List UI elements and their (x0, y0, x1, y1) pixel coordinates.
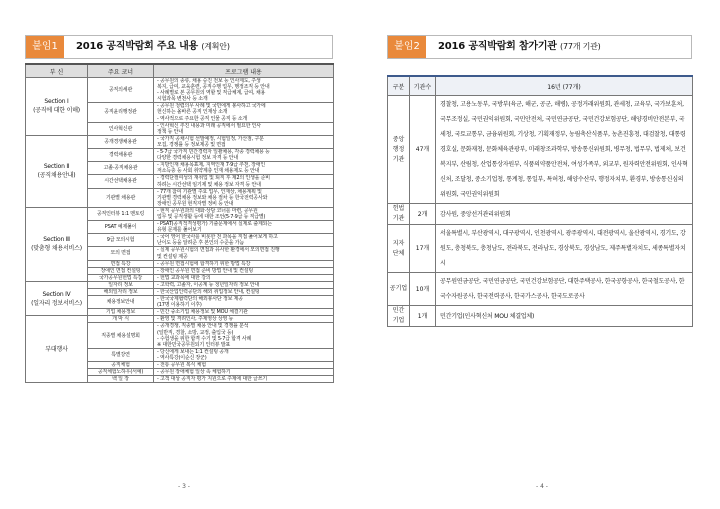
program-content (154, 221, 334, 234)
section-label (26, 316, 88, 383)
agency-count: 10개 (410, 273, 436, 306)
agency-list: 민간기업(인사혁신처 MOU 체결업체) (436, 306, 693, 327)
corner-name (88, 207, 154, 220)
agency-category-line: 기관 (392, 215, 405, 222)
program-line: 업무 및 공직생활 등에 대한 조언(5·7·9급 등 직급별) (157, 213, 266, 220)
corner-name-line: 장애인 면접 컨설팅 (100, 267, 141, 274)
program-line: (일반직, 경찰, 소방, 교정, 출입국 등) (157, 329, 234, 336)
section-label-line: (일자리 정보서비스) (31, 299, 82, 307)
corner-name-line: 공직체험 (111, 362, 130, 369)
section-label-line: Section Ⅲ (43, 236, 70, 244)
program-content (154, 247, 334, 260)
header-corner: 주요 코너 (88, 64, 154, 78)
corner-name-line: 공직체험노하우(서예) (97, 369, 144, 376)
program-content (154, 323, 334, 348)
left-title-main: 2016 공직박람회 주요 내용 (76, 41, 199, 52)
corner-name-line: 공직의세관 (108, 87, 133, 94)
program-line: 및 컨설팅 제공 (157, 253, 188, 260)
program-content (154, 78, 334, 103)
agency-category-line: 지자 (392, 239, 405, 247)
agency-category-line: 단체 (392, 249, 405, 257)
program-line: - 장애인 공무원 면접 준비 방법 안내 및 컨설팅 (157, 267, 254, 274)
left-title-sub: (계획안) (201, 42, 230, 51)
program-line: - 공무원의 종류, 채용 승진 전보 등 인사제도, 주생 (157, 78, 261, 84)
corner-name (88, 296, 154, 309)
corner-name (88, 135, 154, 148)
corner-name (88, 103, 154, 122)
program-content (154, 289, 334, 296)
section-label (26, 78, 88, 136)
corner-name-line: 공개경쟁채용관 (104, 138, 137, 145)
section-label-line: (공직채용안내) (37, 172, 76, 180)
program-content (154, 316, 334, 323)
program-line: 하려는 시간선택 임기제 및 채용 정보 자격 등 안내 (157, 181, 261, 188)
agency-category (388, 306, 410, 327)
section-label-line: Section Ⅳ (42, 290, 71, 298)
agency-count: 17개 (410, 225, 436, 273)
program-line: - 당신에게 보내는 1:1 컨설팅 공개 (157, 348, 229, 355)
corner-name (88, 281, 154, 288)
program-content (154, 362, 334, 369)
program-content (154, 274, 334, 281)
page-number: - 3 - (178, 483, 190, 490)
corner-name-line: 고졸·공직채용관 (103, 165, 138, 172)
section-label (26, 207, 88, 281)
corner-name (88, 122, 154, 135)
corner-name (88, 323, 154, 348)
corner-name-line: 경력채용관 (108, 152, 133, 159)
corner-name (88, 369, 154, 376)
program-content (154, 369, 334, 376)
corner-name (88, 316, 154, 323)
table-row (388, 225, 693, 273)
agency-category-line: 기관 (392, 155, 405, 163)
program-line: (17명 이용하기 이후) (157, 302, 202, 309)
right-page (370, 0, 720, 509)
agency-list: 경찰청, 고용노동부, 국방부(육군, 해군, 공군, 해병), 공정거래위원회, 관세청, 교육부, 국가보훈처, 국무조정실, 국민권익위원회, 국민안전처, 국민연금공단, 국민건강보험공단, 해양경비안전본부, 국세청, 국토교통부, 금융위원회, 기상청, 기획재정부, 농림축산식품부, 농촌진흥청, 대검찰청, 대통령경호실, 문화재청, 문화체육관광부, 미래창조과학부, 방송통신위원회, 병무청, 법무부, 법제처, 보건복지부, 산림청, 산업통상자원부, 식품의약품안전처, 여성가족부, 외교부, 원자력안전위원회, 인사혁신처, 조달청, 중소기업청, 통계청, 통일부, 특허청, 해양수산부, 행정자치부, 환경부, 방송통신심의위원회, 국민권익위원회 (436, 96, 693, 204)
header-category: 구분 (388, 76, 410, 96)
right-title-bar (387, 35, 692, 59)
program-content (154, 149, 334, 162)
corner-name-line: 채용정보안내 (106, 299, 135, 306)
agency-count: 2개 (410, 204, 436, 225)
header-section: 부 신 (26, 64, 88, 78)
program-content (154, 207, 334, 220)
agency-category (388, 225, 410, 273)
agency-count: 1개 (410, 306, 436, 327)
program-line: 저소득층 등 사회 취약계층 인재 채용제도 등 안내 (157, 168, 260, 175)
program-content (154, 267, 334, 274)
program-line: - 역사특강(이순신 장군) (157, 354, 207, 361)
agency-category (388, 204, 410, 225)
program-content (154, 296, 334, 309)
program-content (154, 348, 334, 361)
corner-name-line: 일자리 정보 (108, 281, 133, 288)
corner-name (88, 376, 154, 383)
program-line: - 77개 참여 기관별 주요 업무, 인재상, 채용계획 및 (157, 188, 262, 195)
attachment-badge: 붙임2 (388, 36, 426, 58)
corner-name-line: 모의 면접 (110, 250, 131, 257)
program-line: ※ 대한민국공무원되기 인터뷰 발표 (157, 341, 230, 348)
header-program: 프로그램 내용 (154, 64, 334, 78)
corner-name-line: 인사혁신관 (108, 125, 133, 132)
corner-name (88, 188, 154, 207)
header-count: 기관수 (410, 76, 436, 96)
agency-category-line: 공기업 (389, 285, 408, 292)
corner-name (88, 247, 154, 260)
program-content (154, 122, 334, 135)
program-content (154, 234, 334, 247)
program-content (154, 162, 334, 175)
section-label (26, 281, 88, 315)
corner-name (88, 274, 154, 281)
corner-name-line: 직종별 채용설명회 (101, 332, 140, 339)
program-line: 다양한 경력채용시험 정보 자격 등 안내 (157, 155, 239, 162)
right-title (438, 36, 601, 58)
corner-name-line: 개 막 식 (112, 316, 129, 323)
corner-name (88, 162, 154, 175)
program-line: - 고객 대상 공직자 평가 지원으로 주제에 대한 글쓰기 (157, 376, 267, 383)
table-row (26, 316, 334, 323)
section-label-line: Section Ⅰ (44, 98, 69, 106)
table-row (388, 273, 693, 306)
program-line: 복지, 급여, 교육훈련, 공직수행 업무, 행정조직 등 안내 (157, 84, 270, 91)
program-content (154, 309, 334, 316)
page-number: - 4 - (536, 483, 548, 490)
corner-name (88, 149, 154, 162)
agency-category-line: 행정 (392, 145, 405, 153)
corner-name (88, 78, 154, 103)
program-line: 시험과목 변천사 등 소개 (157, 96, 208, 103)
program-line: - 공무원 면접시험에 합격하기 위한 방법 특강 (157, 260, 251, 267)
corner-name-line: 특별강연 (111, 351, 130, 358)
program-line: 유형 문제를 풀어보기 (157, 227, 202, 234)
section-label-line: (맞춤형 채용서비스) (31, 245, 82, 253)
table-row (26, 207, 334, 220)
program-line: - 한국산업인력공단의 해외 취업정보 안내, 컨설팅 (157, 289, 260, 295)
corner-name-line: 9급 모의시험 (106, 237, 135, 244)
program-content (154, 188, 334, 207)
program-line: - 공무원 장애체험 일상 속 체험하기 (157, 369, 231, 376)
program-line: - 국가직 공채시험 선발예정, 시험일정, 가산점, 구분 (157, 135, 264, 142)
program-content (154, 103, 334, 122)
corner-name-line: 백 일 장 (112, 376, 129, 383)
program-table-header (26, 64, 334, 78)
corner-name-line: 시간선택채용관 (104, 178, 137, 185)
agency-list: 서울특별시, 부산광역시, 대구광역시, 인천광역시, 광주광역시, 대전광역시, 울산광역시, 경기도, 강원도, 충청북도, 충청남도, 전라북도, 전라남도, 경상북도, 경상남도, 제주특별자치도, 세종특별자치시 (436, 225, 693, 273)
program-line: - 경력단절여성의 재취업 및 퇴직 후 제2의 인생을 준비 (157, 175, 270, 182)
agency-category-line: 기업 (392, 317, 405, 324)
agency-category-line: 중앙 (392, 135, 405, 143)
corner-name-line: 국가공무원헌법 특강 (98, 274, 143, 281)
program-line: - 공무원 청렴의무 사례 및 국민에게 봉사하고 국가에 (157, 103, 266, 110)
corner-name-line: 공직인터뷰 1:1 멘토링 (96, 210, 145, 217)
section-label (26, 135, 88, 207)
program-line: - 인사혁신 추진 내용과 미래 공직에서 필요한 인사 (157, 122, 261, 129)
program-line: - 민간 중소기업 채용정보 및 MOU 체결기관 (157, 309, 248, 316)
right-title-main: 2016 공직박람회 참가기관 (438, 41, 557, 52)
corner-name (88, 175, 154, 188)
section-label-line: (공직에 대한 이해) (33, 107, 80, 115)
agency-count: 47개 (410, 96, 436, 204)
corner-name (88, 362, 154, 369)
corner-name (88, 267, 154, 274)
table-row (388, 96, 693, 204)
corner-name-line: 공직윤리행정관 (104, 109, 137, 116)
program-line: - 고학력, 고졸자, 이공계 등 청년일자리 정보 안내 (157, 281, 260, 288)
corner-name (88, 234, 154, 247)
table-row (388, 306, 693, 327)
program-line: - 헌법 교과목에 대한 강의 (157, 274, 211, 281)
table-row (26, 281, 334, 288)
agency-list: 공무원연금공단, 국민연금공단, 국민건강보험공단, 대한주택공사, 한국공항공사, 한국철도공사, 한국수자원공사, 한국전력공사, 한국가스공사, 한국도로공사 (436, 273, 693, 306)
program-line: - 환영 및 격려인사, 주제영상 상영 등 (157, 316, 234, 323)
program-line: - 한국국제협력단의 해외봉사단 정보 제공 (157, 296, 243, 303)
agency-category (388, 96, 410, 204)
corner-name-line: 해외일자리 정보 (103, 289, 138, 295)
corner-name (88, 348, 154, 361)
program-line: - 국어 영어 한국사를 비롯한 전 과목을 직접 풀어보게 하고 (157, 234, 278, 241)
program-line: - 5·7급 국가직 민간경력자 일괄채용, 각종 경력채용 등 (157, 149, 270, 156)
program-content (154, 281, 334, 288)
attachment-badge: 붙임1 (26, 36, 64, 58)
program-content (154, 135, 334, 148)
section-label-line: Section Ⅱ (43, 163, 70, 171)
corner-name-line: PSAT 예제풀이 (104, 224, 137, 231)
right-title-sub: (77개 기관) (560, 42, 601, 51)
program-line: 정책 등 안내 (157, 128, 183, 135)
program-line: - 수험생을 위한 합격 수기 및 5·7급 합격 사례 (157, 335, 252, 342)
corner-name-line: 면접 특강 (110, 260, 131, 267)
program-line: - 공개경쟁, 직종별 채용 안내 및 경쟁률 분석 (157, 323, 249, 330)
agency-category (388, 273, 410, 306)
program-line: - 실제 공무원시험의 면접과 유사한 환경에서 모의면접 진행 (157, 247, 280, 254)
corner-name-line: 기업 채용정보 (105, 309, 136, 316)
corner-name-line: 기관별 채용관 (105, 194, 136, 201)
agency-category-line: 헌법 (392, 205, 405, 212)
program-line: - 지방인재 채용목표제, 지역인재 7·9급 추천, 장애인 (157, 162, 266, 169)
program-content (154, 175, 334, 188)
program-line: - 사례별로 본 공무원의 역할 및 직급체계, 급여, 채용 (157, 90, 266, 97)
agency-category-line: 민간 (392, 307, 405, 314)
program-line: 헌신하는 올바른 공직 인재상 소개 (157, 109, 228, 116)
corner-name (88, 309, 154, 316)
corner-name (88, 289, 154, 296)
program-table (25, 63, 334, 383)
agency-list: 감사원, 중앙선거관리위원회 (436, 204, 693, 225)
program-line: 장애인 공무원 현직자별 정비 등 안내 (157, 200, 234, 207)
program-line: 모집, 경쟁률 등 정보제공 및 면접 (157, 141, 226, 148)
program-content (154, 260, 334, 267)
left-title-bar (25, 35, 333, 59)
left-title (76, 36, 230, 58)
table-row (26, 135, 334, 148)
corner-name (88, 221, 154, 234)
agency-table (387, 75, 693, 327)
header-agencies: 16년 (77개) (436, 76, 693, 96)
program-line: - PSAT(공직적격성평가) 기출문제에서 실제로 출제되는 (157, 221, 272, 228)
program-line: - 역사적으로 주요한 공직 인물 공직 등 소개 (157, 115, 248, 122)
program-line: - 전통 공무원 복식 체험 (157, 362, 206, 369)
section-label-line: 부대행사 (45, 345, 68, 353)
program-line: 기관별 경력채용 정보와 채용 절차 등 한국전력공사와 (157, 194, 268, 201)
program-line: 난이도 등을 알려준 후 본인의 수준을 가늠 (157, 240, 245, 247)
corner-name (88, 260, 154, 267)
table-row (388, 204, 693, 225)
program-line: - 현직 공무원과의 대화·상담 코너를 마련, 공무원 (157, 207, 258, 214)
table-row (26, 78, 334, 103)
agency-table-header (388, 76, 693, 96)
program-content (154, 376, 334, 383)
